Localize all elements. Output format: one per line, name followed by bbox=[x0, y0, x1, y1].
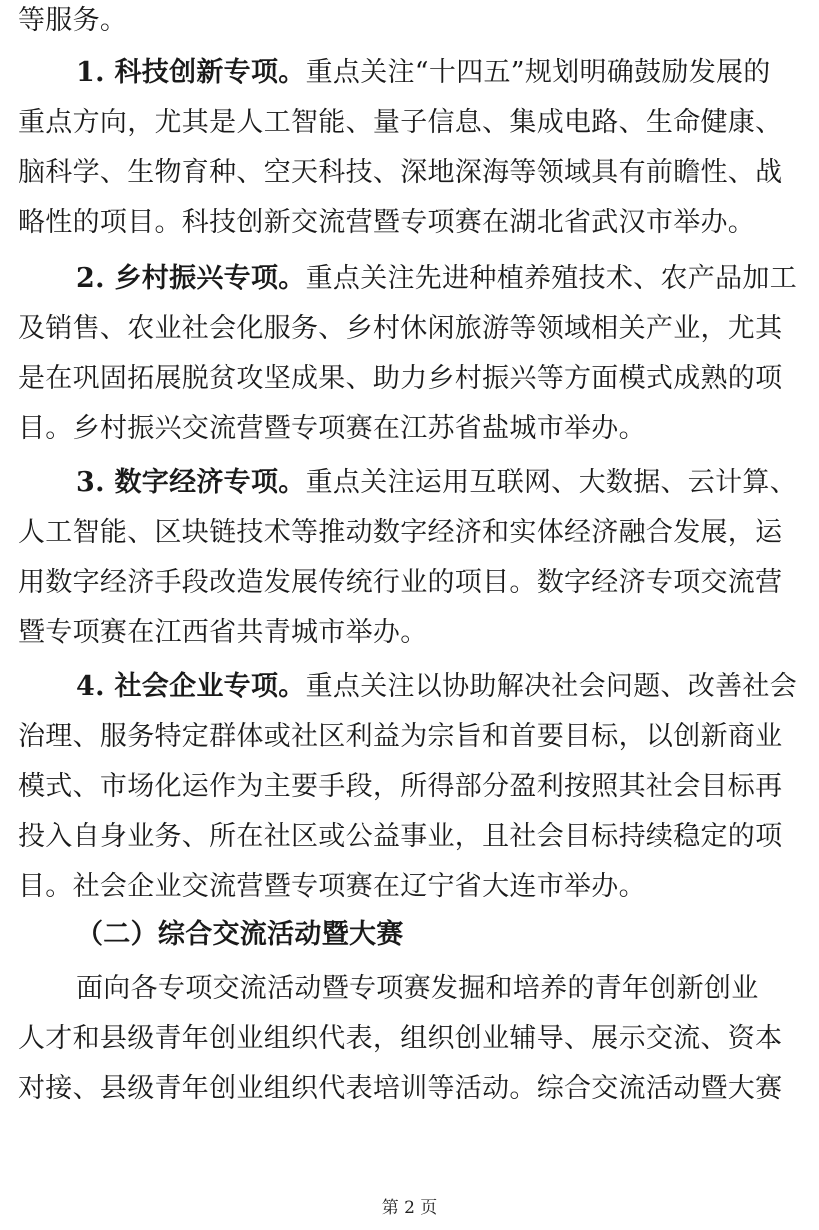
text-line: 重点方向，尤其是人工智能、量子信息、集成电路、生命健康、 bbox=[18, 107, 783, 138]
text-line: 略性的项目。科技创新交流营暨专项赛在湖北省武汉市举办。 bbox=[18, 207, 756, 238]
text-line: 等服务。 bbox=[18, 5, 128, 36]
text-line: 暨专项赛在江西省共青城市举办。 bbox=[18, 617, 428, 648]
text-line: 是在巩固拓展脱贫攻坚成果、助力乡村振兴等方面模式成熟的项 bbox=[18, 363, 783, 394]
text-line: 用数字经济手段改造发展传统行业的项目。数字经济专项交流营 bbox=[18, 567, 783, 598]
paragraph-digital-economy bbox=[76, 462, 808, 504]
text-line: 人工智能、区块链技术等推动数字经济和实体经济融合发展，运 bbox=[18, 517, 783, 548]
text-line: 重点关注以协助解决社会问题、改善社会 bbox=[305, 671, 797, 702]
text-line: 面向各专项交流活动暨专项赛发掘和培养的青年创新创业 bbox=[76, 973, 759, 1004]
text-line: 重点关注运用互联网、大数据、云计算、 bbox=[305, 467, 797, 498]
text-line: 重点关注先进种植养殖技术、农产品加工 bbox=[305, 263, 797, 294]
text-line: 对接、县级青年创业组织代表培训等活动。综合交流活动暨大赛 bbox=[18, 1073, 783, 1104]
text-line: 投入自身业务、所在社区或公益事业，且社会目标持续稳定的项 bbox=[18, 821, 783, 852]
text-line: 治理、服务特定群体或社区利益为宗旨和首要目标，以创新商业 bbox=[18, 721, 783, 752]
paragraph-rural-revitalization bbox=[76, 258, 808, 300]
text-line: 脑科学、生物育种、空天科技、深地深海等领域具有前瞻性、战 bbox=[18, 157, 783, 188]
section-heading: （二）综合交流活动暨大赛 bbox=[76, 919, 404, 950]
page-number: 第 2 页 bbox=[381, 1198, 438, 1218]
item-heading-social-enterprise: 4. 社会企业专项。 bbox=[76, 671, 306, 702]
item-heading-tech-innovation: 1. 科技创新专项。 bbox=[76, 57, 306, 88]
item-heading-rural-revitalization: 2. 乡村振兴专项。 bbox=[76, 263, 306, 294]
text-line: 及销售、农业社会化服务、乡村休闲旅游等领域相关产业，尤其 bbox=[18, 313, 783, 344]
text-line: 模式、市场化运作为主要手段，所得部分盈利按照其社会目标再 bbox=[18, 771, 783, 802]
item-heading-digital-economy: 3. 数字经济专项。 bbox=[76, 467, 306, 498]
paragraph-tech-innovation bbox=[76, 52, 808, 94]
text-line: 人才和县级青年创业组织代表，组织创业辅导、展示交流、资本 bbox=[18, 1023, 783, 1054]
text-line: 目。乡村振兴交流营暨专项赛在江苏省盐城市举办。 bbox=[18, 413, 646, 444]
text-line: 重点关注“十四五”规划明确鼓励发展的 bbox=[305, 57, 771, 88]
paragraph-social-enterprise bbox=[76, 666, 808, 708]
text-line: 目。社会企业交流营暨专项赛在辽宁省大连市举办。 bbox=[18, 871, 646, 902]
